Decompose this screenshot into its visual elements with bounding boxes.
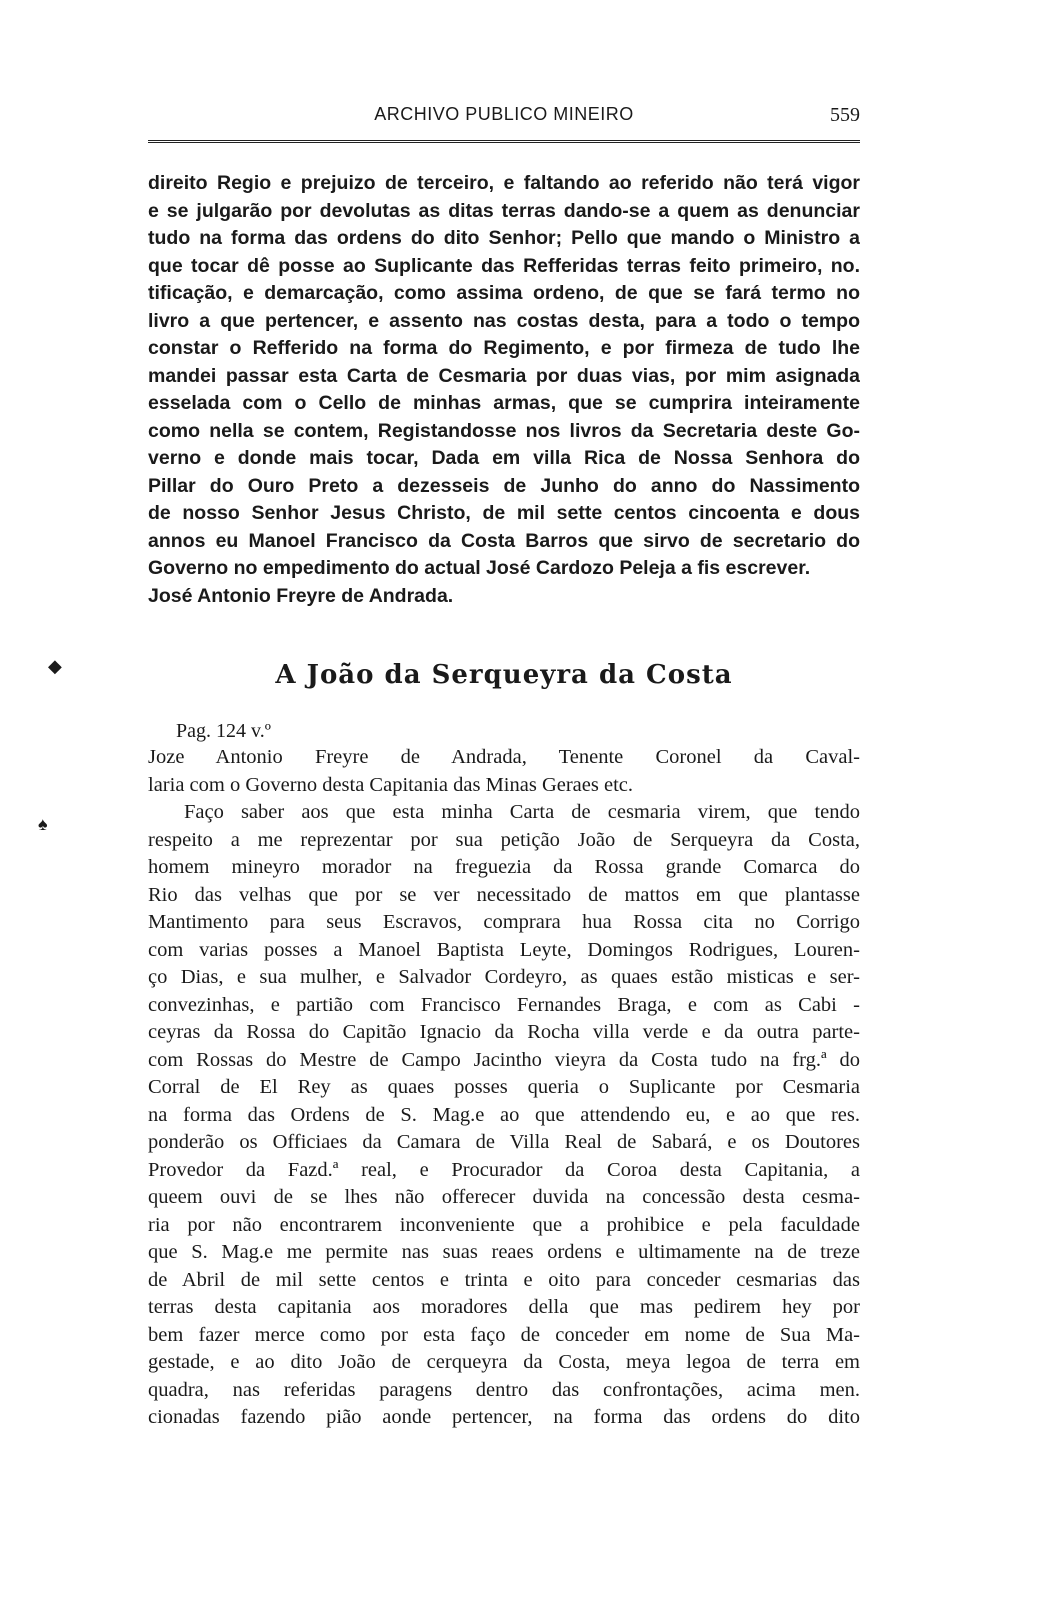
text-line: que S. Mag.e me permite nas suas reaes ordens e ultimamente na de treze xyxy=(148,1241,860,1263)
text-line: convezinhas, e partião com Francisco Fernandes Braga, e com as Cabi - xyxy=(148,993,860,1016)
text-block-charter xyxy=(148,744,860,1432)
text-line: ria por não encontrarem inconveniente que a prohibice e pela faculdade xyxy=(148,1213,860,1236)
section-title: A João da Serqueyra da Costa xyxy=(275,660,733,690)
text-line: Joze Antonio Freyre de Andrada, Tenente Coronel da Caval- xyxy=(148,746,860,768)
text-line: homem mineyro morador na freguezia da Rossa grande Comarca do xyxy=(148,856,860,878)
text-line: ceyras da Rossa do Capitão Ignacio da Rocha villa verde e da outra parte- xyxy=(148,1021,860,1043)
text-line: terras desta capitania aos moradores della que mas pedirem hey por xyxy=(148,1296,860,1318)
text-line: Pillar do Ouro Preto a dezesseis de Junho do anno do Nassimento xyxy=(148,474,860,497)
text-line: ponderão os Officiaes da Camara de Villa Real de Sabará, e os Doutores xyxy=(148,1131,860,1153)
text-line: direito Regio e prejuizo de terceiro, e faltando ao referido não terá vigor xyxy=(148,172,860,194)
text-line: Corral de El Rey as quaes posses queria o Suplicante por Cesmaria xyxy=(148,1076,860,1098)
text-line: Provedor da Fazd.ª real, e Procurador da Coroa desta Capitania, a xyxy=(148,1158,860,1181)
text-line: com varias posses a Manoel Baptista Leyte, Domingos Rodrigues, Louren- xyxy=(148,938,860,961)
text-line: quadra, nas referidas paragens dentro das confrontações, acima men. xyxy=(148,1378,860,1401)
text-line: Rio das velhas que por se ver necessitado de mattos em que plantasse xyxy=(148,883,860,906)
text-line: ço Dias, e sua mulher, e Salvador Cordeyro, as quaes estão misticas e ser- xyxy=(148,966,860,988)
text-line: verno e donde mais tocar, Dada em villa Rica de Nossa Senhora do xyxy=(148,447,860,469)
text-block-previous-charter xyxy=(148,170,860,610)
text-line: gestade, e ao dito João de cerqueyra da Costa, meya legoa de terra em xyxy=(148,1351,860,1373)
text-line: como nella se contem, Registandosse nos livros da Secretaria deste Go- xyxy=(148,419,860,442)
margin-mark-icon: ♠ xyxy=(38,814,48,834)
text-line: tudo na forma das ordens do dito Senhor; Pello que mando o Ministro a xyxy=(148,227,860,249)
text-line: tificação, e demarcação, como assima ordeno, de que se fará termo no xyxy=(148,282,860,304)
text-line: Faço saber aos que esta minha Carta de cesmaria virem, que tendo xyxy=(184,801,860,823)
signature-line: José Antonio Freyre de Andrada. xyxy=(148,584,454,607)
text-line: que tocar dê posse ao Suplicante das Refferidas terras feito primeiro, no. xyxy=(148,254,860,277)
text-line: cionadas fazendo pião aonde pertencer, na forma das ordens do dito xyxy=(148,1406,860,1428)
margin-mark-icon: ◆ xyxy=(48,656,62,676)
text-line: respeito a me reprezentar por sua petição João de Serqueyra da Costa, xyxy=(148,828,860,851)
text-line: laria com o Governo desta Capitania das Minas Geraes etc. xyxy=(148,773,633,796)
text-line: de Abril de mil sette centos e trinta e oito para conceder cesmarias das xyxy=(148,1268,860,1291)
text-line: annos eu Manoel Francisco da Costa Barros que sirvo de secretario do xyxy=(148,529,860,552)
text-line: Mantimento para seus Escravos, comprara hua Rossa cita no Corrigo xyxy=(148,911,860,933)
running-title: ARCHIVO PUBLICO MINEIRO xyxy=(374,104,634,124)
text-line: bem fazer merce como por esta faço de conceder em nome de Sua Ma- xyxy=(148,1323,860,1346)
text-line: queem ouvi de se lhes não offerecer duvida na concessão desta cesma- xyxy=(148,1186,860,1208)
text-line: na forma das Ordens de S. Mag.e ao que attendendo eu, e ao que res. xyxy=(148,1103,860,1126)
page-reference: Pag. 124 v.º xyxy=(176,720,271,742)
text-line: de nosso Senhor Jesus Christo, de mil sette centos cincoenta e dous xyxy=(148,502,860,524)
text-line: e se julgarão por devolutas as ditas terras dando-se a quem as denunciar xyxy=(148,199,860,222)
text-line: esselada com o Cello de minhas armas, que se cumprira inteiramente xyxy=(148,392,860,414)
text-line: constar o Refferido na forma do Regimento, e por firmeza de tudo lhe xyxy=(148,337,860,359)
running-head xyxy=(148,104,860,134)
text-line: Governo no empedimento do actual José Cardozo Peleja a fis escrever. xyxy=(148,557,811,579)
text-line: livro a que pertencer, e assento nas costas desta, para a todo o tempo xyxy=(148,309,860,332)
text-line: com Rossas do Mestre de Campo Jacintho vieyra da Costa tudo na frg.ª do xyxy=(148,1048,860,1071)
page-number: 559 xyxy=(830,104,860,126)
header-rule xyxy=(148,140,860,143)
text-line: mandei passar esta Carta de Cesmaria por duas vias, por mim asignada xyxy=(148,364,860,387)
